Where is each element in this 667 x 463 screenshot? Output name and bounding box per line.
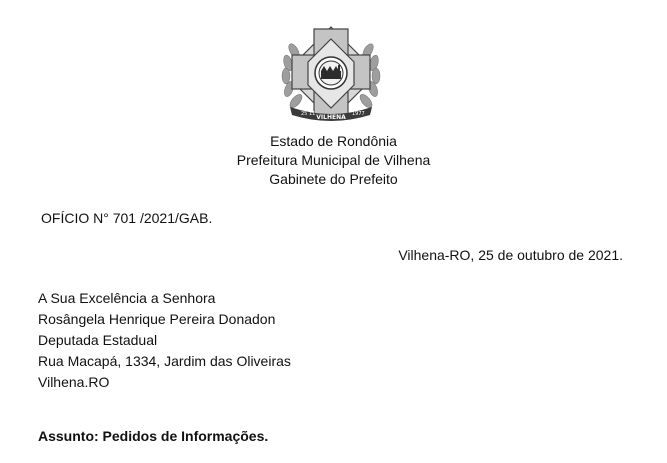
office-name: Gabinete do Prefeito: [269, 171, 398, 187]
letterhead: [0, 132, 667, 189]
state-name: Estado de Rondônia: [270, 133, 397, 149]
seal-banner-center-text: VILHENA: [316, 114, 346, 121]
recipient-city: Vilhena.RO: [38, 374, 110, 390]
place-and-date: Vilhena-RO, 25 de outubro de 2021.: [398, 247, 623, 263]
subject-line: Assunto: Pedidos de Informações.: [38, 428, 269, 444]
recipient-salutation: A Sua Excelência a Senhora: [38, 290, 216, 306]
municipal-seal-icon: [274, 21, 388, 125]
seal-banner-left-text: 25 11: [301, 111, 316, 117]
document-reference: OFÍCIO N° 701 /2021/GAB.: [41, 210, 213, 226]
municipality-name: Prefeitura Municipal de Vilhena: [236, 152, 431, 168]
recipient-title: Deputada Estadual: [38, 332, 158, 348]
recipient-block: [38, 288, 291, 393]
recipient-address: Rua Macapá, 1334, Jardim das Oliveiras: [38, 353, 291, 369]
seal-banner-right-text: 1977: [352, 111, 365, 117]
recipient-name: Rosângela Henrique Pereira Donadon: [38, 311, 276, 327]
